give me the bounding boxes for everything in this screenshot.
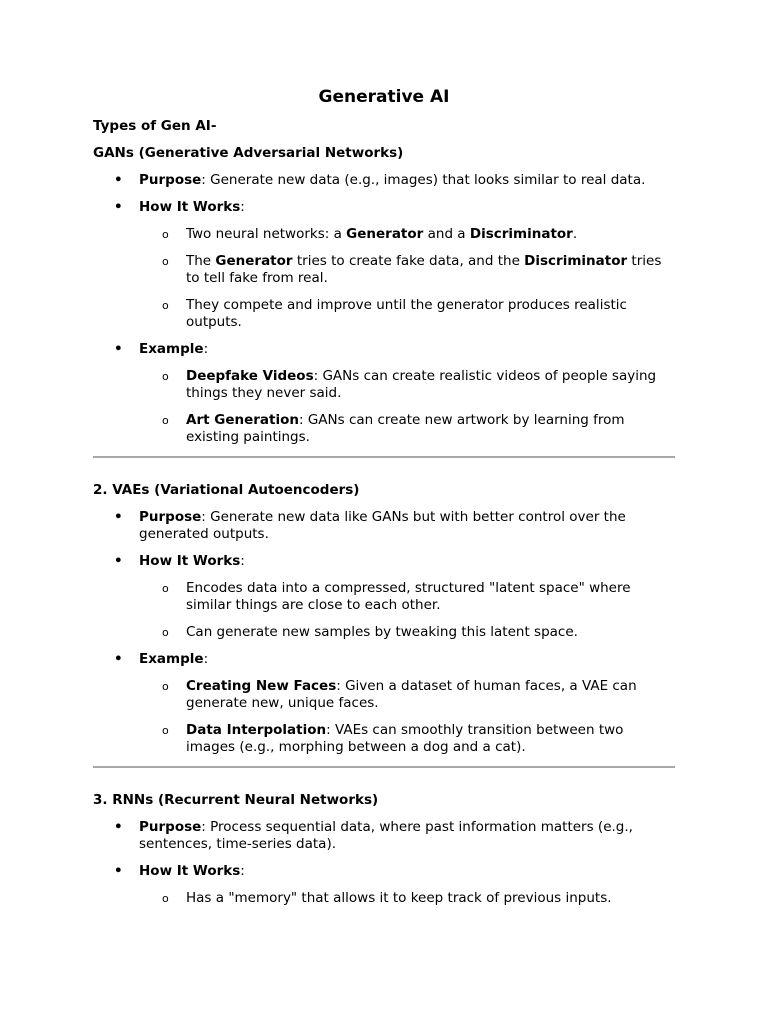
bullet-dot-icon: • <box>114 172 123 188</box>
sub-item <box>93 678 675 712</box>
how-suffix: : <box>240 863 245 879</box>
sub-item <box>93 226 675 243</box>
circle-bullet-icon: o <box>162 299 169 312</box>
circle-bullet-icon: o <box>162 582 169 595</box>
sub-item <box>93 297 675 331</box>
example-suffix: : <box>203 341 209 357</box>
sub-text: : GANs can create new artwork by learning from existing paintings. <box>186 412 625 445</box>
bullet-dot-icon: • <box>114 509 123 525</box>
bullet-purpose <box>93 819 675 853</box>
section-gans <box>93 145 675 446</box>
sub-item <box>93 624 675 641</box>
circle-bullet-icon: o <box>162 724 169 737</box>
section-heading: GANs (Generative Adversarial Networks) <box>93 145 404 161</box>
circle-bullet-icon: o <box>162 892 169 905</box>
sub-text: : Given a dataset of human faces, a VAE can generate new, unique faces. <box>186 678 637 711</box>
how-suffix: : <box>240 553 245 569</box>
sub-item <box>93 722 675 756</box>
purpose-text: : Process sequential data, where past information matters (e.g., sentences, time-series data). <box>139 819 633 852</box>
section-heading: 2. VAEs (Variational Autoencoders) <box>93 482 360 498</box>
circle-bullet-icon: o <box>162 680 169 693</box>
bullet-purpose <box>93 509 675 543</box>
sub-text: : VAEs can smoothly transition between two images (e.g., morphing between a dog and a cat). <box>186 722 624 755</box>
document-content <box>93 86 675 917</box>
sub-bold: Generator <box>215 253 293 269</box>
purpose-label: Purpose <box>139 819 202 835</box>
bullet-dot-icon: • <box>114 651 123 667</box>
bullet-how-it-works <box>93 863 675 880</box>
section-vaes <box>93 482 675 756</box>
how-suffix: : <box>240 199 245 215</box>
sub-text: The <box>186 253 216 269</box>
bullet-dot-icon: • <box>114 553 123 569</box>
document-title: Generative AI <box>318 87 450 107</box>
bullet-example <box>93 341 675 358</box>
sub-text: They compete and improve until the generator produces realistic outputs. <box>186 297 627 330</box>
sub-text: tries to tell fake from real. <box>186 253 662 286</box>
circle-bullet-icon: o <box>162 370 169 383</box>
sub-text: and a <box>423 226 470 242</box>
circle-bullet-icon: o <box>162 228 169 241</box>
sub-bold: Art Generation <box>186 412 299 428</box>
sub-bold: Generator <box>346 226 424 242</box>
purpose-text: : Generate new data like GANs but with better control over the generated outputs. <box>139 509 626 542</box>
bullet-example <box>93 651 675 668</box>
circle-bullet-icon: o <box>162 414 169 427</box>
sub-item <box>93 368 675 402</box>
bullet-purpose <box>93 172 675 189</box>
bullet-how-it-works <box>93 199 675 216</box>
intro-heading: Types of Gen AI- <box>93 118 217 134</box>
sub-bold: Discriminator <box>524 253 628 269</box>
sub-bold: Creating New Faces <box>186 678 337 694</box>
bullet-how-it-works <box>93 553 675 570</box>
sub-bold: Data Interpolation <box>186 722 327 738</box>
sub-item <box>93 253 675 287</box>
sub-text: Has a "memory" that allows it to keep track of previous inputs. <box>186 890 612 906</box>
sub-item <box>93 412 675 446</box>
sub-bold: Discriminator <box>469 226 573 242</box>
sub-item <box>93 580 675 614</box>
sub-text: Encodes data into a compressed, structured "latent space" where similar things are close to each other. <box>186 580 631 613</box>
purpose-label: Purpose <box>139 172 202 188</box>
sub-text: tries to create fake data, and the <box>292 253 525 269</box>
how-label: How It Works <box>139 863 241 879</box>
sub-item <box>93 890 675 907</box>
bullet-dot-icon: • <box>114 819 123 835</box>
section-divider <box>93 766 675 768</box>
example-label: Example <box>139 651 204 667</box>
section-heading: 3. RNNs (Recurrent Neural Networks) <box>93 792 379 808</box>
bullet-dot-icon: • <box>114 341 123 357</box>
how-label: How It Works <box>139 553 241 569</box>
bullet-dot-icon: • <box>114 199 123 215</box>
sub-text: Two neural networks: a <box>186 226 347 242</box>
section-rnns <box>93 792 675 907</box>
sub-text: Can generate new samples by tweaking this latent space. <box>186 624 578 640</box>
example-label: Example <box>139 341 204 357</box>
section-divider <box>93 456 675 458</box>
example-suffix: : <box>203 651 209 667</box>
purpose-label: Purpose <box>139 509 202 525</box>
sub-text: . <box>572 226 578 242</box>
circle-bullet-icon: o <box>162 626 169 639</box>
bullet-dot-icon: • <box>114 863 123 879</box>
sub-text: : GANs can create realistic videos of people saying things they never said. <box>186 368 657 401</box>
sub-bold: Deepfake Videos <box>186 368 314 384</box>
purpose-text: : Generate new data (e.g., images) that looks similar to real data. <box>201 172 646 188</box>
circle-bullet-icon: o <box>162 255 169 268</box>
how-label: How It Works <box>139 199 241 215</box>
